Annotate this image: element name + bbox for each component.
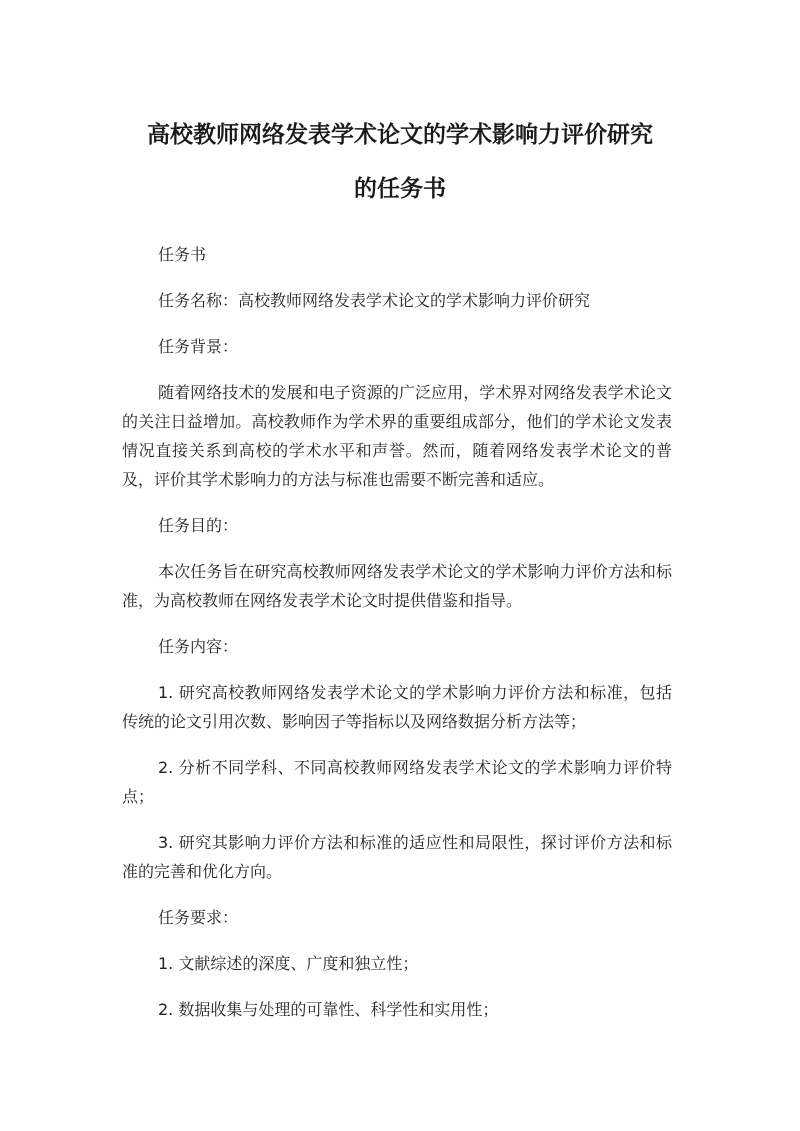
- document-title-line-1: 高校教师网络发表学术论文的学术影响力评价研究: [147, 122, 653, 148]
- section-heading-purpose: 任务目的：: [158, 516, 239, 535]
- content-item-1: 1. 研究高校教师网络发表学术论文的学术影响力评价方法和标准，包括传统的论文引用次数、影响因子等指标以及网络数据分析方法等；: [122, 683, 672, 731]
- document-body: [122, 240, 672, 1041]
- section-heading-content: 任务内容：: [158, 637, 239, 656]
- section-label-task-book: 任务书: [158, 245, 207, 264]
- section-heading-background: 任务背景：: [158, 337, 239, 356]
- requirement-item-1: 1. 文献综述的深度、广度和独立性；: [158, 954, 419, 973]
- requirement-item-2: 2. 数据收集与处理的可靠性、科学性和实用性；: [158, 1000, 499, 1019]
- task-name-line: 任务名称：高校教师网络发表学术论文的学术影响力评价研究: [158, 291, 591, 310]
- content-item-2: 2. 分析不同学科、不同高校教师网络发表学术论文的学术影响力评价特点；: [122, 758, 672, 806]
- purpose-paragraph: 本次任务旨在研究高校教师网络发表学术论文的学术影响力评价方法和标准，为高校教师在网络发表学术论文时提供借鉴和指导。: [122, 562, 672, 610]
- section-heading-requirements: 任务要求：: [158, 908, 239, 927]
- content-item-3: 3. 研究其影响力评价方法和标准的适应性和局限性，探讨评价方法和标准的完善和优化方向。: [122, 833, 672, 881]
- background-paragraph: 随着网络技术的发展和电子资源的广泛应用，学术界对网络发表学术论文的关注日益增加。高校教师作为学术界的重要组成部分，他们的学术论文发表情况直接关系到高校的学术水平和声誉。然而，随着网络发表学术论文的普及，评价其学术影响力的方法与标准也需要不断完善和适应。: [122, 383, 672, 489]
- document-title-line-2: 的任务书: [354, 176, 446, 202]
